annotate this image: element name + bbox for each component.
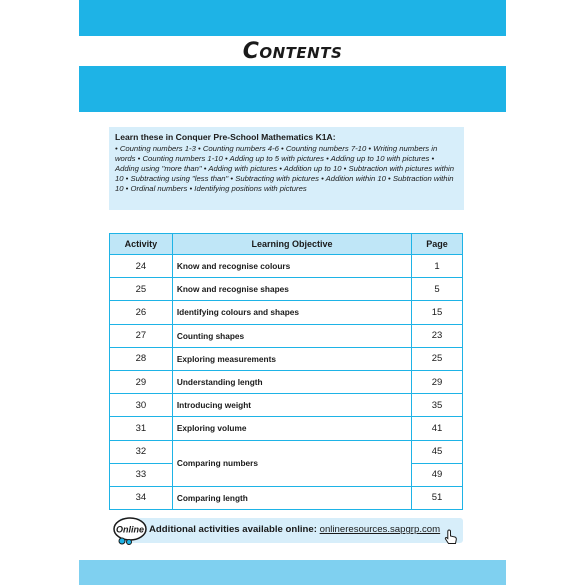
online-label: Additional activities available online: [149,524,317,535]
table-row [110,278,463,301]
title-area [79,36,506,66]
table-row [110,301,463,324]
table-row [110,486,463,509]
learn-topics-box [109,127,464,210]
activity-number: 30 [110,394,173,417]
learning-objective: Identifying colours and shapes [172,301,411,324]
page-number: 49 [412,463,463,486]
activity-number: 29 [110,370,173,393]
page-number: 15 [412,301,463,324]
table-row [110,394,463,417]
learning-objective: Know and recognise shapes [172,278,411,301]
learn-heading: Learn these in Conquer Pre-School Mathematics K1A: [115,132,336,142]
page-number: 45 [412,440,463,463]
learning-objective: Exploring measurements [172,347,411,370]
page-number: 29 [412,370,463,393]
page-number: 23 [412,324,463,347]
activity-number: 25 [110,278,173,301]
table-header-row [110,234,463,255]
learn-topics-list: • Counting numbers 1-3 • Counting numbers 4-6 • Counting numbers 7-10 • Writing numbers in words • Counting numbers 1-10 • Adding up to 5 with pictures • Adding up to 10 with pictures • Adding using "more than" • Adding with pictures • Addition up to 10 • Subtraction with pictures within 10 • Subtracting using "less than" • Subtracting with pictures • Addition within 10 • Subtraction within 10 • Ordinal numbers • Identifying positions with pictures [115,144,455,193]
header-learning-objective: Learning Objective [172,234,411,255]
contents-table [109,233,463,510]
page-number: 35 [412,394,463,417]
online-logo-icon [113,516,147,546]
activity-number: 26 [110,301,173,324]
table-row [110,440,463,463]
table-row [110,324,463,347]
activity-number: 31 [110,417,173,440]
online-message [149,524,440,535]
online-logo-text: Online [115,524,145,535]
learning-objective: Counting shapes [172,324,411,347]
activity-number: 32 [110,440,173,463]
learning-objective: Comparing length [172,486,411,509]
activity-number: 28 [110,347,173,370]
top-color-band [79,0,506,36]
activity-number: 33 [110,463,173,486]
book-page [79,0,506,585]
learning-objective: Know and recognise colours [172,255,411,278]
header-color-band [79,66,506,112]
hand-pointer-icon [444,529,458,545]
page-number: 5 [412,278,463,301]
learning-objective: Comparing numbers [172,440,411,486]
page-title: Contents [242,39,343,64]
header-page: Page [412,234,463,255]
table-row [110,347,463,370]
activity-number: 27 [110,324,173,347]
online-resources-link[interactable]: onlineresources.sapgrp.com [319,524,441,535]
learning-objective: Exploring volume [172,417,411,440]
page-number: 41 [412,417,463,440]
table-row [110,370,463,393]
online-resources-bar [115,518,463,543]
learning-objective: Introducing weight [172,394,411,417]
table-row [110,255,463,278]
table-row [110,417,463,440]
page-number: 25 [412,347,463,370]
learning-objective: Understanding length [172,370,411,393]
header-activity: Activity [110,234,173,255]
bottom-color-band [79,560,506,585]
activity-number: 34 [110,486,173,509]
page-number: 51 [412,486,463,509]
activity-number: 24 [110,255,173,278]
page-number: 1 [412,255,463,278]
